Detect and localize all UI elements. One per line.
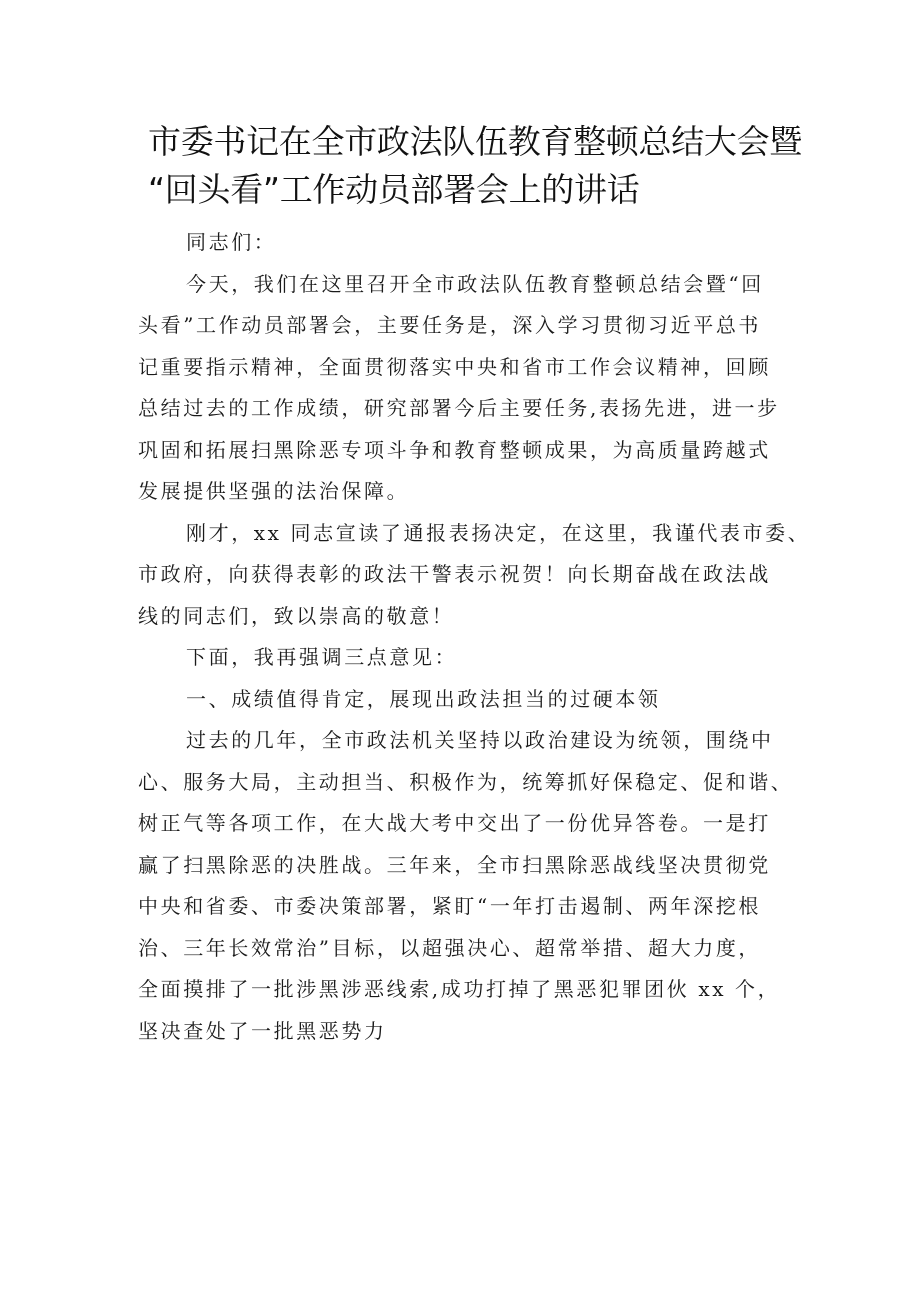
paragraph-line: 记重要指示精神，全面贯彻落实中央和省市工作会议精神，回顾 (138, 354, 771, 379)
document-title (148, 118, 848, 214)
paragraph-line: 发展提供坚强的法治保障。 (138, 479, 410, 503)
paragraph-line: 下面，我再强调三点意见： (186, 645, 458, 669)
salutation: 同志们： (186, 230, 277, 254)
paragraph-line: 今天，我们在这里召开全市政法队伍教育整顿总结会暨“回 (186, 271, 764, 296)
paragraph-line: 线的同志们，致以崇高的敬意！ (138, 603, 455, 628)
paragraph-line: 赢了扫黑除恶的决胜战。三年来，全市扫黑除恶战线坚决贯彻党 (138, 852, 771, 877)
paragraph-line: 坚决查处了一批黑恶势力 (138, 1018, 387, 1043)
document-body (138, 222, 811, 1052)
title-line-1: 市委书记在全市政法队伍教育整顿总结大会暨 (148, 122, 803, 161)
paragraph-line: 中央和省委、市委决策部署，紧盯“一年打击遏制、两年深挖根 (138, 894, 762, 918)
paragraph-line: 过去的几年，全市政法机关坚持以政治建设为统领，围绕中 (186, 728, 774, 752)
paragraph-line: 刚才，xx 同志宣读了通报表扬决定，在这里，我谨代表市委、 (186, 520, 811, 545)
paragraph-line: 治、三年长效常治”目标，以超强决心、超常举措、超大力度， (138, 935, 762, 960)
paragraph-line: 市政府，向获得表彰的政法干警表示祝贺！向长期奋战在政法战 (138, 562, 771, 586)
paragraph-line: 巩固和拓展扫黑除恶专项斗争和教育整顿成果，为高质量跨越式 (138, 437, 771, 462)
title-line-2: “回头看”工作动员部署会上的讲话 (148, 170, 640, 209)
paragraph-line: 心、服务大局，主动担当、积极作为，统筹抓好保稳定、促和谐、 (138, 769, 794, 794)
paragraph-line: 全面摸排了一批涉黑涉恶线索,成功打掉了黑恶犯罪团伙 xx 个， (138, 977, 781, 1001)
paragraph-line: 树正气等各项工作，在大战大考中交出了一份优异答卷。一是打 (138, 811, 771, 835)
section-heading: 一、成绩值得肯定，展现出政法担当的过硬本领 (186, 686, 661, 711)
paragraph-line: 头看”工作动员部署会，主要任务是，深入学习贯彻习近平总书 (138, 313, 762, 337)
paragraph-line: 总结过去的工作成绩，研究部署今后主要任务,表扬先进，进一步 (138, 396, 780, 420)
